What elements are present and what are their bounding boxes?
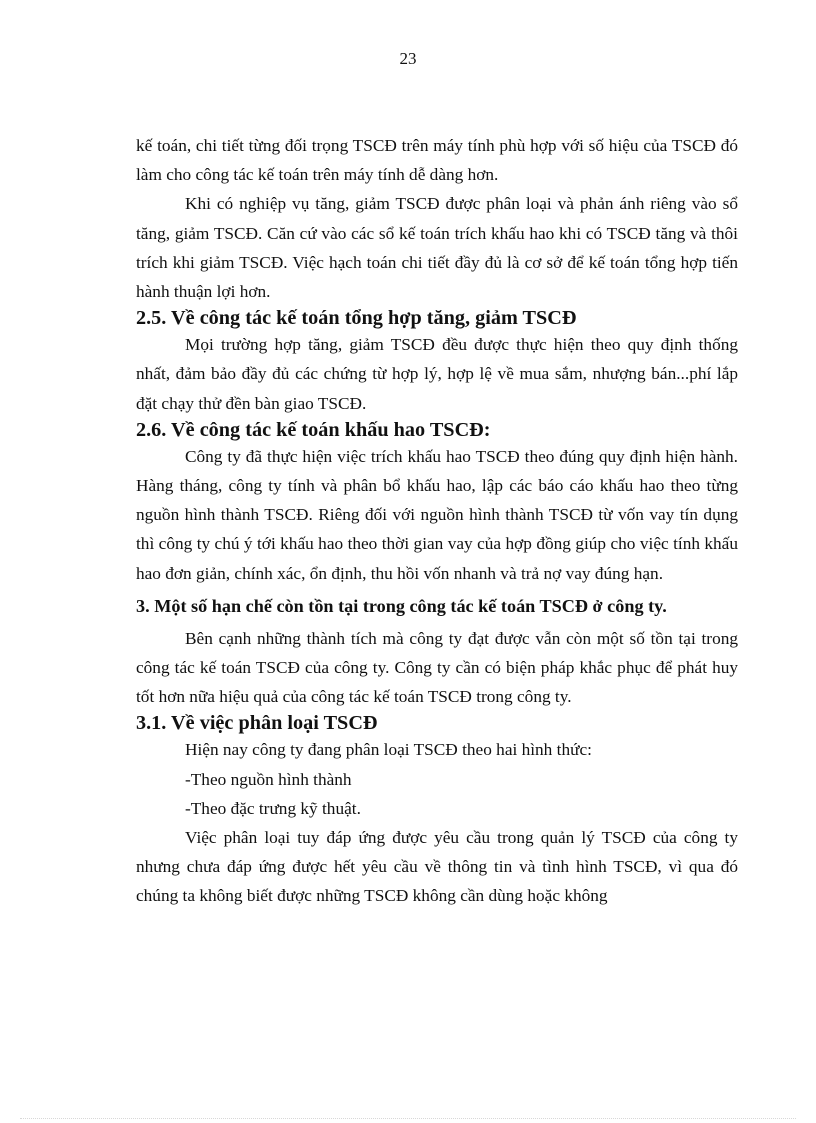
paragraph-general-accounting: Mọi trường hợp tăng, giảm TSCĐ đều được thực hiện theo quy định thống nhất, đảm bảo đầy đủ các chứng từ hợp lý, hợp lệ về mua sắm, nhượng bán...phí lắp đặt chạy thử đền bàn giao TSCĐ. <box>136 335 738 413</box>
heading-3-1: 3.1. Về việc phân loại TSCĐ <box>136 712 378 735</box>
paragraph-continuation: kế toán, chi tiết từng đối trọng TSCĐ trên máy tính phù hợp với số hiệu của TSCĐ đó làm cho công tác kế toán trên máy tính dễ dàng hơn. <box>136 136 738 185</box>
heading-2-5: 2.5. Về công tác kế toán tổng hợp tăng, giảm TSCĐ <box>136 307 577 330</box>
heading-3: 3. Một số hạn chế còn tồn tại trong công tác kế toán TSCĐ ở công ty. <box>136 595 667 616</box>
paragraph-classification-forms: Hiện nay công ty đang phân loại TSCĐ theo hai hình thức: <box>185 740 592 760</box>
paragraph-limitations-intro: Bên cạnh những thành tích mà công ty đạt được vẫn còn một số tồn tại trong công tác kế toán TSCĐ của công ty. Công ty cần có biện pháp khắc phục để phát huy tốt hơn nữa hiệu quả của công tác kế toán TSCĐ trong công ty. <box>136 628 738 707</box>
list-item-by-source: -Theo nguồn hình thành <box>185 769 352 789</box>
paragraph-depreciation: Công ty đã thực hiện việc trích khấu hao TSCĐ theo đúng quy định hiện hành. Hàng tháng, công ty tính và phân bổ khấu hao, lập các báo cáo khấu hao theo từng nguồn hình thành TSCĐ. Riêng đối với nguồn hình thành TSCĐ từ vốn vay tín dụng thì công ty chú ý tới khấu hao theo thời gian vay của hợp đồng giúp cho việc tính khấu hao đơn giản, chính xác, ổn định, thu hồi vốn nhanh và trả nợ vay đúng hạn. <box>136 446 738 583</box>
page-number: 23 <box>399 49 417 68</box>
list-item-by-technical-feature: -Theo đặc trưng kỹ thuật. <box>185 798 361 818</box>
document-body <box>136 131 738 911</box>
heading-2-6: 2.6. Về công tác kế toán khấu hao TSCĐ: <box>136 418 491 441</box>
paragraph-classification-limitation: Việc phân loại tuy đáp ứng được yêu cầu trong quản lý TSCĐ của công ty nhưng chưa đáp ứng được hết yêu cầu về thông tin và tình hình TSCĐ, vì qua đó chúng ta không biết được những TSCĐ không cần dùng hoặc không <box>136 828 738 906</box>
paragraph-increase-decrease-ledger: Khi có nghiệp vụ tăng, giảm TSCĐ được phân loại và phản ánh riêng vào sổ tăng, giảm TSCĐ. Căn cứ vào các sổ kế toán trích khấu hao khi có TSCĐ tăng và thôi trích khi giảm TSCĐ. Việc hạch toán chi tiết đầy đủ là cơ sở để kế toán tổng hợp tiến hành thuận lợi hơn. <box>136 194 738 302</box>
page-bottom-divider <box>20 1118 796 1119</box>
